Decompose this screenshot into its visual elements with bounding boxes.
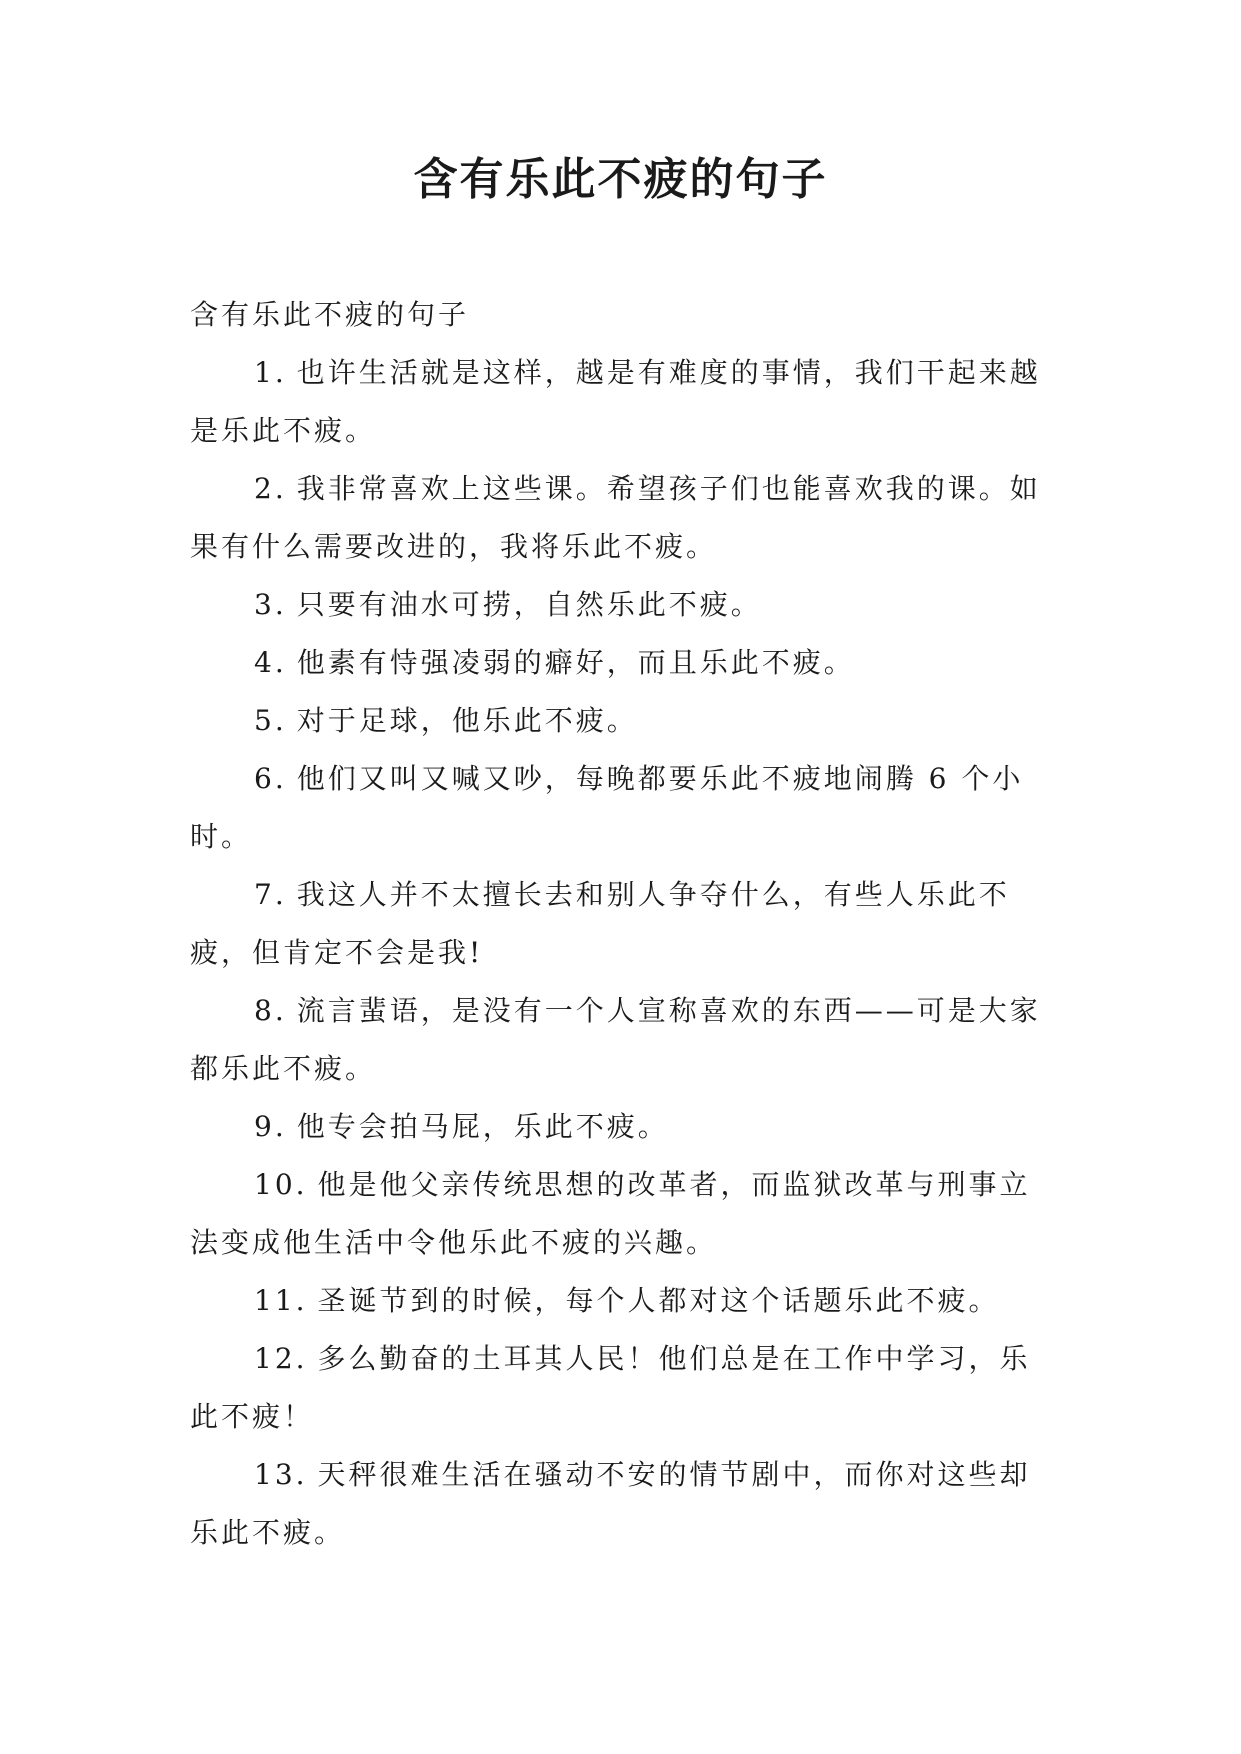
list-item <box>190 982 1060 1098</box>
item-text: 多么勤奋的土耳其人民！他们总是在工作中学习，乐此不疲！ <box>190 1342 1031 1433</box>
item-text: 对于足球，他乐此不疲。 <box>296 704 638 737</box>
item-number: 12. <box>254 1342 308 1375</box>
item-text: 圣诞节到的时候，每个人都对这个话题乐此不疲。 <box>317 1284 1000 1317</box>
item-text: 流言蜚语，是没有一个人宣称喜欢的东西——可是大家都乐此不疲。 <box>190 994 1041 1085</box>
list-item <box>190 344 1060 460</box>
list-item <box>190 866 1060 982</box>
item-number: 6. <box>254 762 287 795</box>
item-text: 我这人并不太擅长去和别人争夺什么，有些人乐此不疲，但肯定不会是我! <box>190 878 1010 969</box>
item-text: 天秤很难生活在骚动不安的情节剧中，而你对这些却乐此不疲。 <box>190 1458 1031 1549</box>
list-item <box>190 1156 1060 1272</box>
item-text: 也许生活就是这样，越是有难度的事情，我们干起来越是乐此不疲。 <box>190 356 1041 447</box>
document-subtitle: 含有乐此不疲的句子 <box>190 298 470 331</box>
list-item <box>190 1272 1060 1330</box>
list-item <box>190 576 1060 634</box>
list-item <box>190 1330 1060 1446</box>
item-text: 他专会拍马屁，乐此不疲。 <box>296 1110 669 1143</box>
item-text: 我非常喜欢上这些课。希望孩子们也能喜欢我的课。如果有什么需要改进的，我将乐此不疲。 <box>190 472 1041 563</box>
list-item <box>190 460 1060 576</box>
list-item <box>190 1446 1060 1562</box>
list-item <box>190 634 1060 692</box>
document-body <box>190 286 1060 1562</box>
item-text: 他素有恃强凌弱的癖好，而且乐此不疲。 <box>296 646 855 679</box>
page-title: 含有乐此不疲的句子 <box>413 154 828 205</box>
list-item <box>190 750 1060 866</box>
item-number: 11. <box>254 1284 308 1317</box>
item-text: 他们又叫又喊又吵，每晚都要乐此不疲地闹腾 6 个小时。 <box>190 762 1024 853</box>
item-number: 13. <box>254 1458 308 1491</box>
item-number: 4. <box>254 646 287 679</box>
item-number: 8. <box>254 994 287 1027</box>
item-number: 1. <box>254 356 287 389</box>
item-number: 3. <box>254 588 287 621</box>
item-number: 2. <box>254 472 287 505</box>
list-item <box>190 692 1060 750</box>
item-number: 7. <box>254 878 287 911</box>
item-text: 他是他父亲传统思想的改革者，而监狱改革与刑事立法变成他生活中令他乐此不疲的兴趣。 <box>190 1168 1031 1259</box>
item-number: 10. <box>254 1168 308 1201</box>
list-item <box>190 1098 1060 1156</box>
item-text: 只要有油水可捞，自然乐此不疲。 <box>296 588 762 621</box>
item-number: 5. <box>254 704 287 737</box>
item-number: 9. <box>254 1110 287 1143</box>
